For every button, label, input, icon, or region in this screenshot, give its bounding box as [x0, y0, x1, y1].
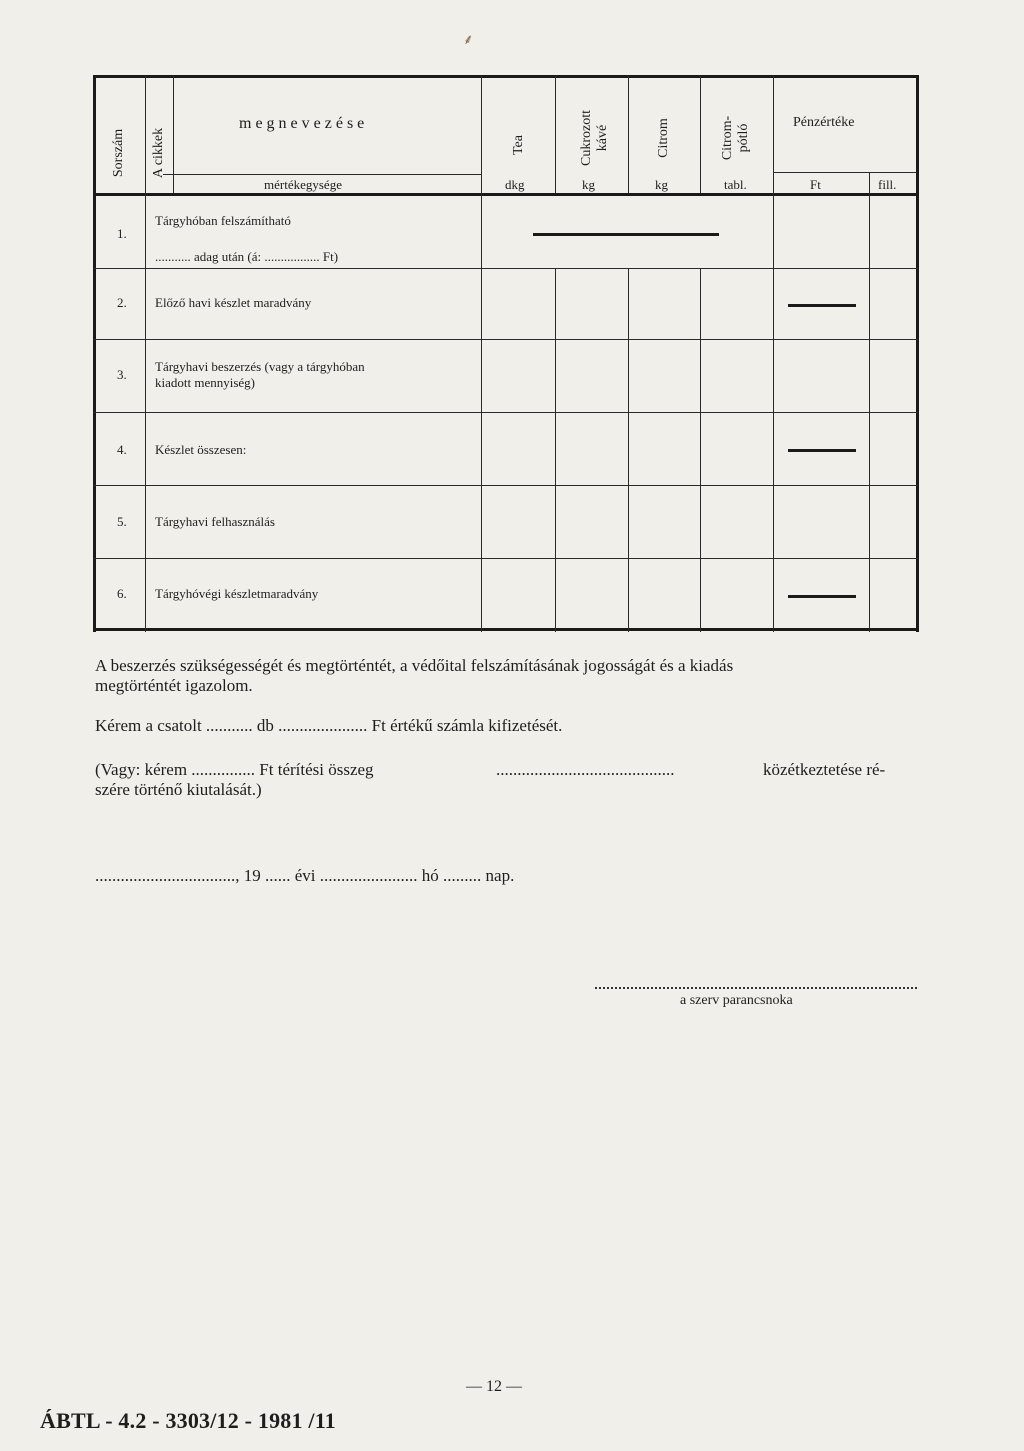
row-4-number: 4. — [117, 442, 127, 457]
row-4-dash — [788, 449, 856, 452]
archive-reference: ÁBTL - 4.2 - 3303/12 - 1981 /11 — [40, 1408, 336, 1433]
row-1-number: 1. — [117, 226, 127, 241]
row-6-label: Tárgyhóvégi készletmaradvány — [155, 586, 319, 601]
date-line: ................................., 19 ...... évi ....................... hó ......... nap. — [95, 866, 515, 885]
unit-tea: dkg — [505, 177, 525, 192]
alt-request-part-1: (Vagy: kérem ............... Ft térítési összeg — [95, 760, 374, 779]
header-cukrozott-line1: Cukrozott — [579, 110, 594, 166]
row-1-dash — [533, 233, 719, 236]
unit-citrom: kg — [655, 177, 668, 192]
row-6-dash — [788, 595, 856, 598]
header-citrompotlo — [720, 88, 752, 188]
header-mertekegysege: mértékegysége — [264, 177, 342, 192]
row-4-label: Készlet összesen: — [155, 442, 247, 457]
header-citrom: Citrom — [656, 118, 671, 158]
alt-request-part-2: .......................................... — [496, 760, 675, 779]
header-tea: Tea — [511, 135, 526, 156]
payment-request: Kérem a csatolt ........... db ..................... Ft értékű számla kifizetését. — [95, 716, 563, 735]
header-cikkek: A cikkek — [151, 127, 166, 179]
page-number: — 12 — — [466, 1378, 522, 1395]
row-2-label: Előző havi készlet maradvány — [155, 295, 312, 310]
row-2-number: 2. — [117, 295, 127, 310]
row-3-sublabel: kiadott mennyiség) — [155, 375, 256, 390]
row-1-sublabel: ........... adag után (á: ................. Ft) — [155, 249, 339, 264]
header-megnevezese: m e g n e v e z é s e — [239, 115, 365, 132]
unit-potlo: tabl. — [724, 177, 747, 192]
ink-mark: ⸙ — [463, 33, 474, 48]
certification-line-2: megtörténtét igazolom. — [95, 676, 253, 695]
header-penzerteke: Pénzértéke — [793, 115, 855, 130]
unit-kave: kg — [582, 177, 595, 192]
row-5-number: 5. — [117, 514, 127, 529]
unit-fill: fill. — [878, 177, 897, 192]
row-2-dash — [788, 304, 856, 307]
alt-request-part-3: közétkeztetése ré- — [763, 760, 886, 779]
signature-label: a szerv parancsnoka — [680, 993, 793, 1008]
header-citrompotlo-line1: Citrom- — [720, 115, 735, 161]
row-3-label: Tárgyhavi beszerzés (vagy a tárgyhóban — [155, 359, 365, 374]
header-citrompotlo-line2: pótló — [736, 123, 751, 153]
header-cukrozott-kave — [579, 88, 611, 188]
header-cukrozott-line2: kávé — [595, 124, 610, 152]
unit-ft: Ft — [810, 177, 821, 192]
alt-request-line-2: szére történő kiutalását.) — [95, 780, 262, 799]
header-sorszam: Sorszám — [111, 128, 126, 178]
row-1-label: Tárgyhóban felszámítható — [155, 213, 291, 228]
inventory-form-table — [93, 75, 919, 632]
row-3-number: 3. — [117, 367, 127, 382]
signature-dotted-line — [595, 987, 917, 989]
row-5-label: Tárgyhavi felhasználás — [155, 514, 275, 529]
row-6-number: 6. — [117, 586, 127, 601]
certification-line-1: A beszerzés szükségességét és megtörténtét, a védőital felszámításának jogosságát és a kiadás — [95, 656, 734, 675]
